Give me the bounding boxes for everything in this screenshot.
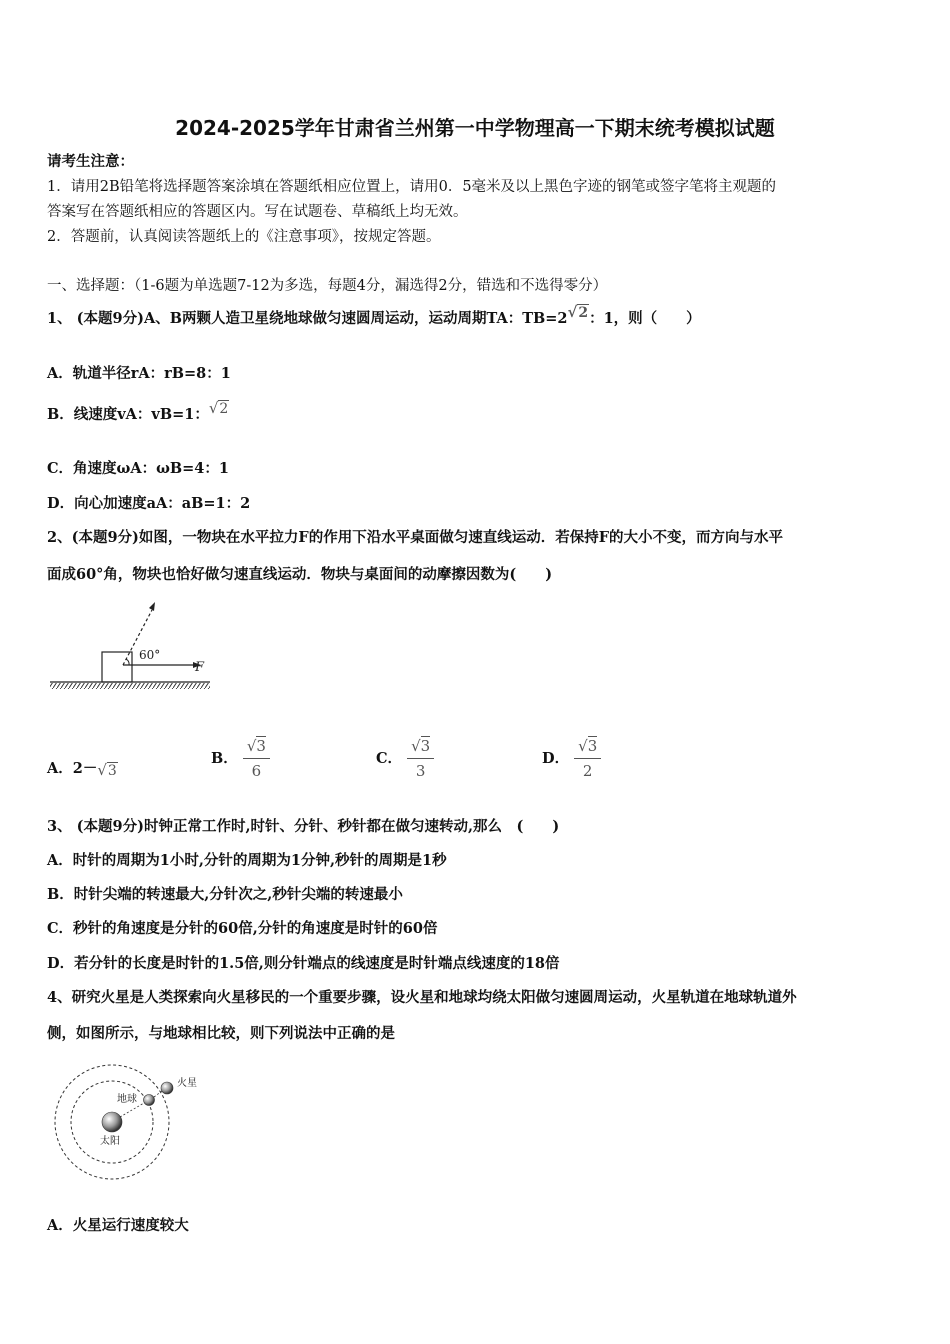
- notice-line-2: 2．答题前，认真阅读答题纸上的《注意事项》，按规定答题。: [47, 229, 441, 245]
- q1-option-b: B．线速度vA：vB=1：√2: [47, 399, 229, 423]
- earth-label: 地球: [117, 1094, 137, 1105]
- q3-stem: 3、 (本题9分)时钟正常工作时,时针、分针、秒针都在做匀速转动,那么 ( ): [47, 818, 560, 835]
- notice-heading: 请考生注意：: [47, 153, 134, 170]
- earth-icon: [144, 1095, 155, 1106]
- notice-line-1b: 答案写在答题纸相应的答题区内。写在试题卷、草稿纸上均无效。: [47, 204, 468, 220]
- arrowhead-icon: [149, 602, 155, 611]
- q3-option-d: D．若分针的长度是时针的1.5倍,则分针端点的线速度是时针端点线速度的18倍: [47, 955, 560, 972]
- q1-option-b-sqrt: √2: [208, 399, 229, 417]
- q2-option-a: A．2－√3: [47, 760, 117, 779]
- angle-arc: [126, 659, 129, 665]
- q1-stem: [47, 303, 701, 329]
- sun-earth-line: [120, 1103, 144, 1117]
- q1-option-c: C．角速度ωA：ωB=4：1: [47, 460, 229, 477]
- notice-line-1: 1．请用2B铅笔将选择题答案涂填在答题纸相应位置上，请用0．5毫米及以上黑色字迹的钢笔或签字笔将主观题的: [47, 179, 777, 195]
- q2-option-c-fraction: $\frac{√3}{3}$: [407, 736, 434, 781]
- q2-option-c: C． $\frac{√3}{3}$: [376, 736, 434, 781]
- q2-option-d-fraction: $\frac{√3}{2}$: [574, 736, 601, 781]
- q4-stem-line-1: 4、研究火星是人类探索向火星移民的一个重要步骤，设火星和地球均绕太阳做匀速圆周运动，火星轨道在地球轨道外: [47, 989, 797, 1006]
- q1-stem-b: ：1，则（ ）: [589, 310, 701, 327]
- sun-icon: [102, 1112, 122, 1132]
- q1-stem-a: 1、 (本题9分)A、B两颗人造卫星绕地球做匀速圆周运动，运动周期TA：TB=2: [47, 310, 568, 327]
- q2-option-b: B． $\frac{√3}{6}$: [211, 736, 270, 781]
- section-heading: 一、选择题：（1-6题为单选题7-12为多选，每题4分，漏选得2分，错选和不选得零分）: [47, 278, 608, 294]
- q2-force-diagram: [45, 598, 220, 693]
- q1-option-d: D．向心加速度aA：aB=1：2: [47, 495, 251, 512]
- earth-mars-line: [154, 1091, 162, 1097]
- block: [102, 652, 132, 682]
- mars-label: 火星: [177, 1078, 197, 1089]
- q1-sqrt: √2: [567, 303, 589, 321]
- q2-option-a-sqrt: √3: [97, 761, 117, 779]
- q2-stem-line-1: 2、(本题9分)如图，一物块在水平拉力F的作用下沿水平桌面做匀速直线运动．若保持F的大小不变，而方向与水平: [47, 529, 783, 546]
- mars-icon: [161, 1082, 173, 1094]
- q3-option-c: C．秒针的角速度是分针的60倍,分针的角速度是时针的60倍: [47, 920, 438, 937]
- q1-option-a: A．轨道半径rA：rB=8：1: [47, 365, 231, 382]
- q2-stem-line-2: 面成60°角，物块也恰好做匀速直线运动．物块与桌面间的动摩擦因数为( ): [47, 566, 553, 583]
- q2-option-d: D． $\frac{√3}{2}$: [542, 736, 601, 781]
- sun-label: 太阳: [100, 1136, 120, 1147]
- q3-option-a: A．时针的周期为1小时,分针的周期为1分钟,秒针的周期是1秒: [47, 852, 447, 869]
- force-label: F: [195, 660, 205, 675]
- q4-orbit-diagram: [50, 1062, 210, 1192]
- q3-option-b: B．时针尖端的转速最大,分针次之,秒针尖端的转速最小: [47, 886, 403, 903]
- q4-stem-line-2: 侧，如图所示，与地球相比较，则下列说法中正确的是: [47, 1025, 395, 1042]
- angle-label: 60°: [139, 648, 161, 662]
- q2-option-b-fraction: $\frac{√3}{6}$: [243, 736, 270, 781]
- q4-option-a: A．火星运行速度较大: [47, 1217, 189, 1234]
- table-hatch: [50, 683, 210, 689]
- page-title: 2024-2025学年甘肃省兰州第一中学物理高一下期末统考模拟试题: [175, 116, 775, 140]
